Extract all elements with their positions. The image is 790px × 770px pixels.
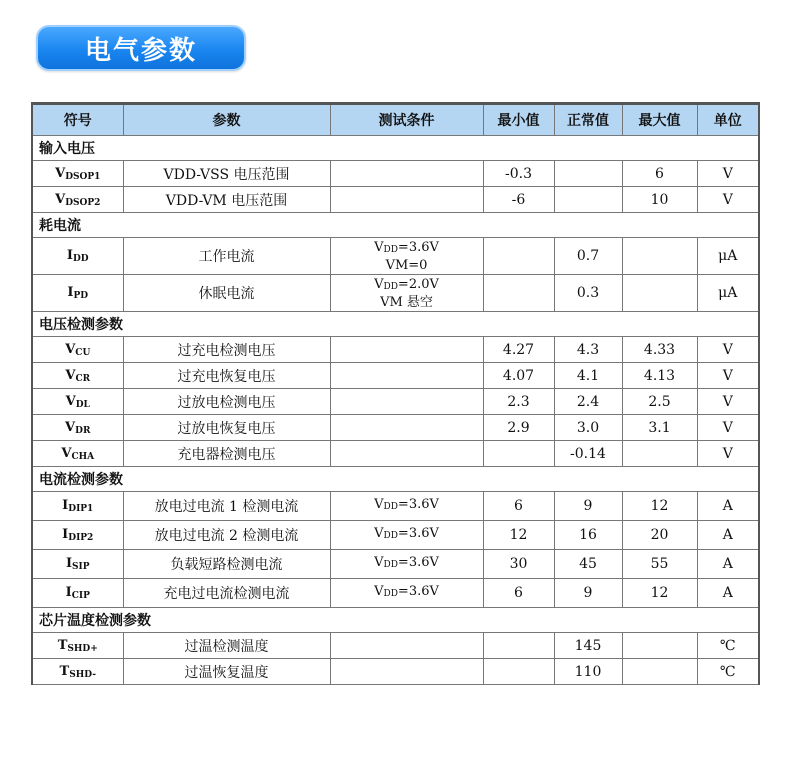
- table-row: [32, 389, 759, 415]
- min-value-cell: [483, 633, 554, 659]
- unit-cell: ℃: [697, 633, 759, 659]
- condition-value: =3.6V: [397, 239, 439, 255]
- condition-cell: [330, 187, 483, 213]
- condition-line: [335, 295, 479, 310]
- condition-cell: [330, 579, 483, 608]
- unit-cell: A: [697, 492, 759, 521]
- symbol-subscript: DL: [75, 399, 90, 410]
- table-row: [32, 441, 759, 467]
- symbol-main: V: [55, 191, 66, 207]
- condition-cell: [330, 633, 483, 659]
- condition-cell: [330, 275, 483, 312]
- condition-cell: [330, 337, 483, 363]
- max-value-cell: 20: [622, 521, 697, 550]
- max-value-cell: [622, 275, 697, 312]
- symbol-subscript: CIP: [71, 591, 90, 601]
- parameter-cell: 过温恢复温度: [123, 659, 330, 685]
- min-value-cell: [483, 275, 554, 312]
- condition-line: [335, 555, 479, 573]
- parameter-cell: 放电过电流 2 检测电流: [123, 521, 330, 550]
- condition-value: =2.0V: [397, 276, 439, 292]
- symbol-main: I: [62, 527, 69, 542]
- condition-subscript: DD: [383, 281, 398, 292]
- parameter-cell: 过充电恢复电压: [123, 363, 330, 389]
- symbol-cell: [32, 389, 123, 415]
- typical-value-cell: 9: [554, 492, 622, 521]
- symbol-subscript: SHD-: [69, 669, 96, 680]
- table-row: [32, 659, 759, 685]
- condition-value: =3.6V: [397, 555, 439, 570]
- typical-value-cell: 45: [554, 550, 622, 579]
- condition-cell: [330, 441, 483, 467]
- unit-cell: A: [697, 579, 759, 608]
- condition-value: =3.6V: [397, 526, 439, 541]
- section-title: 输入电压: [32, 136, 759, 161]
- condition-cell: [330, 492, 483, 521]
- condition-main: V: [374, 276, 384, 292]
- parameter-cell: VDD-VM 电压范围: [123, 187, 330, 213]
- symbol-subscript: DSOP2: [65, 197, 101, 208]
- symbol-cell: [32, 238, 123, 275]
- max-value-cell: 12: [622, 492, 697, 521]
- min-value-cell: 30: [483, 550, 554, 579]
- min-value-cell: 6: [483, 579, 554, 608]
- section-title: 芯片温度检测参数: [32, 608, 759, 633]
- condition-main: VM 悬空: [380, 294, 433, 310]
- condition-main: VM=0: [385, 257, 428, 273]
- symbol-cell: [32, 337, 123, 363]
- condition-line: [335, 240, 479, 258]
- typical-value-cell: 9: [554, 579, 622, 608]
- header-unit: 单位: [697, 104, 759, 136]
- symbol-main: V: [65, 419, 76, 435]
- min-value-cell: 2.9: [483, 415, 554, 441]
- unit-cell: A: [697, 521, 759, 550]
- min-value-cell: [483, 441, 554, 467]
- symbol-cell: [32, 275, 123, 312]
- typical-value-cell: [554, 187, 622, 213]
- electrical-parameters-table: [31, 102, 760, 685]
- condition-line: [335, 258, 479, 273]
- unit-cell: V: [697, 389, 759, 415]
- symbol-cell: [32, 633, 123, 659]
- condition-main: V: [374, 526, 384, 541]
- typical-value-cell: 110: [554, 659, 622, 685]
- max-value-cell: [622, 659, 697, 685]
- unit-cell: μA: [697, 238, 759, 275]
- parameter-cell: 充电过电流检测电流: [123, 579, 330, 608]
- max-value-cell: 4.33: [622, 337, 697, 363]
- table-row: [32, 579, 759, 608]
- header-parameter: 参数: [123, 104, 330, 136]
- max-value-cell: [622, 441, 697, 467]
- section-title: 电压检测参数: [32, 312, 759, 337]
- parameter-cell: VDD-VSS 电压范围: [123, 161, 330, 187]
- typical-value-cell: 0.3: [554, 275, 622, 312]
- max-value-cell: 10: [622, 187, 697, 213]
- max-value-cell: 12: [622, 579, 697, 608]
- section-title: 电流检测参数: [32, 467, 759, 492]
- condition-cell: [330, 161, 483, 187]
- symbol-subscript: DSOP1: [65, 171, 101, 182]
- symbol-main: T: [57, 637, 68, 653]
- symbol-cell: [32, 521, 123, 550]
- symbol-main: V: [65, 341, 76, 357]
- table-row: [32, 363, 759, 389]
- symbol-main: I: [67, 285, 74, 300]
- condition-subscript: DD: [383, 560, 398, 570]
- table-row: [32, 161, 759, 187]
- header-test-condition: 测试条件: [330, 104, 483, 136]
- symbol-subscript: CU: [75, 347, 91, 358]
- min-value-cell: 4.27: [483, 337, 554, 363]
- header-symbol: 符号: [32, 104, 123, 136]
- condition-cell: [330, 363, 483, 389]
- symbol-main: I: [66, 248, 73, 263]
- condition-value: =3.6V: [397, 584, 439, 599]
- symbol-subscript: DD: [72, 254, 89, 264]
- table-row: [32, 187, 759, 213]
- symbol-main: I: [65, 556, 73, 571]
- section-row: [32, 467, 759, 492]
- symbol-cell: [32, 161, 123, 187]
- condition-line: [335, 526, 479, 544]
- symbol-subscript: DIP1: [68, 504, 94, 514]
- symbol-subscript: SHD+: [67, 643, 98, 654]
- condition-cell: [330, 238, 483, 275]
- condition-cell: [330, 521, 483, 550]
- typical-value-cell: 16: [554, 521, 622, 550]
- symbol-main: V: [55, 165, 66, 181]
- symbol-cell: [32, 187, 123, 213]
- condition-cell: [330, 659, 483, 685]
- symbol-subscript: DR: [75, 425, 91, 436]
- unit-cell: V: [697, 363, 759, 389]
- min-value-cell: [483, 659, 554, 685]
- parameter-cell: 过充电检测电压: [123, 337, 330, 363]
- min-value-cell: [483, 238, 554, 275]
- section-row: [32, 213, 759, 238]
- min-value-cell: 12: [483, 521, 554, 550]
- condition-subscript: DD: [383, 244, 398, 255]
- condition-line: [335, 497, 479, 515]
- symbol-main: I: [62, 498, 69, 513]
- symbol-subscript: CHA: [71, 451, 95, 462]
- table-header-row: [32, 104, 759, 136]
- condition-main: V: [374, 497, 384, 512]
- section-title: 耗电流: [32, 213, 759, 238]
- typical-value-cell: 0.7: [554, 238, 622, 275]
- symbol-main: V: [65, 367, 76, 383]
- min-value-cell: 4.07: [483, 363, 554, 389]
- min-value-cell: -0.3: [483, 161, 554, 187]
- symbol-cell: [32, 492, 123, 521]
- max-value-cell: 2.5: [622, 389, 697, 415]
- min-value-cell: -6: [483, 187, 554, 213]
- symbol-main: T: [59, 663, 70, 679]
- typical-value-cell: 3.0: [554, 415, 622, 441]
- section-title: 电气参数: [84, 35, 197, 66]
- symbol-subscript: CR: [75, 373, 91, 384]
- max-value-cell: 3.1: [622, 415, 697, 441]
- symbol-main: V: [65, 393, 76, 409]
- table-row: [32, 492, 759, 521]
- condition-line: [335, 277, 479, 295]
- header-min: 最小值: [483, 104, 554, 136]
- section-row: [32, 136, 759, 161]
- max-value-cell: 4.13: [622, 363, 697, 389]
- symbol-cell: [32, 579, 123, 608]
- typical-value-cell: 2.4: [554, 389, 622, 415]
- typical-value-cell: [554, 161, 622, 187]
- unit-cell: V: [697, 337, 759, 363]
- condition-main: V: [374, 239, 384, 255]
- unit-cell: V: [697, 415, 759, 441]
- parameter-cell: 过放电检测电压: [123, 389, 330, 415]
- parameter-cell: 休眠电流: [123, 275, 330, 312]
- typical-value-cell: -0.14: [554, 441, 622, 467]
- section-title-badge: [36, 25, 246, 71]
- condition-line: [335, 584, 479, 602]
- condition-main: V: [374, 555, 384, 570]
- condition-subscript: DD: [383, 531, 398, 541]
- table-row: [32, 275, 759, 312]
- unit-cell: V: [697, 161, 759, 187]
- symbol-cell: [32, 363, 123, 389]
- symbol-subscript: SIP: [72, 562, 90, 572]
- symbol-main: V: [61, 445, 72, 461]
- typical-value-cell: 4.1: [554, 363, 622, 389]
- symbol-main: I: [65, 585, 72, 600]
- max-value-cell: 6: [622, 161, 697, 187]
- max-value-cell: [622, 238, 697, 275]
- parameter-cell: 过放电恢复电压: [123, 415, 330, 441]
- table-body: [32, 136, 759, 685]
- symbol-subscript: DIP2: [68, 533, 94, 543]
- condition-cell: [330, 550, 483, 579]
- header-typical: 正常值: [554, 104, 622, 136]
- table-row: [32, 633, 759, 659]
- unit-cell: V: [697, 441, 759, 467]
- section-row: [32, 608, 759, 633]
- parameter-cell: 充电器检测电压: [123, 441, 330, 467]
- condition-main: V: [374, 584, 384, 599]
- min-value-cell: 6: [483, 492, 554, 521]
- unit-cell: V: [697, 187, 759, 213]
- parameter-cell: 过温检测温度: [123, 633, 330, 659]
- symbol-cell: [32, 550, 123, 579]
- symbol-cell: [32, 415, 123, 441]
- table-row: [32, 337, 759, 363]
- symbol-cell: [32, 659, 123, 685]
- min-value-cell: 2.3: [483, 389, 554, 415]
- symbol-subscript: PD: [73, 291, 89, 301]
- table-row: [32, 521, 759, 550]
- parameter-cell: 负载短路检测电流: [123, 550, 330, 579]
- unit-cell: μA: [697, 275, 759, 312]
- section-row: [32, 312, 759, 337]
- condition-cell: [330, 389, 483, 415]
- condition-value: =3.6V: [397, 497, 439, 512]
- condition-cell: [330, 415, 483, 441]
- parameter-cell: 放电过电流 1 检测电流: [123, 492, 330, 521]
- max-value-cell: 55: [622, 550, 697, 579]
- symbol-cell: [32, 441, 123, 467]
- typical-value-cell: 145: [554, 633, 622, 659]
- table-row: [32, 550, 759, 579]
- condition-subscript: DD: [383, 589, 398, 599]
- parameter-cell: 工作电流: [123, 238, 330, 275]
- table-row: [32, 238, 759, 275]
- table-row: [32, 415, 759, 441]
- header-max: 最大值: [622, 104, 697, 136]
- condition-subscript: DD: [383, 502, 398, 512]
- unit-cell: A: [697, 550, 759, 579]
- max-value-cell: [622, 633, 697, 659]
- unit-cell: ℃: [697, 659, 759, 685]
- typical-value-cell: 4.3: [554, 337, 622, 363]
